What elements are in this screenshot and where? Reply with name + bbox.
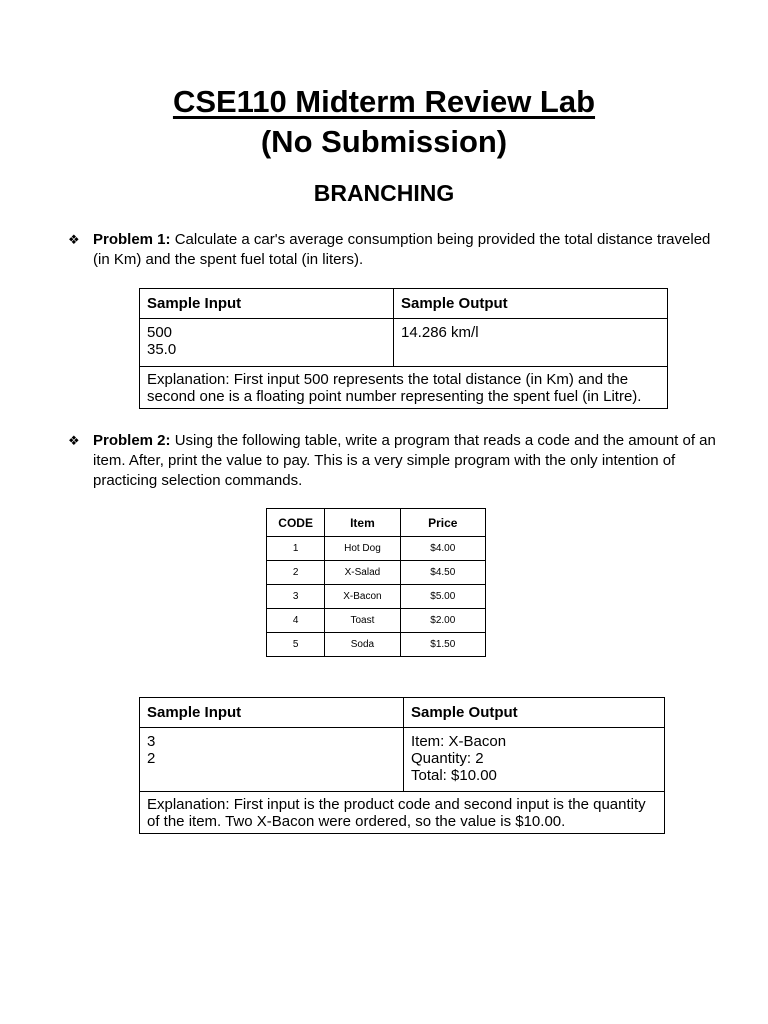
- sample-input-header: Sample Input: [140, 289, 394, 319]
- price-table-item: X-Salad: [325, 561, 400, 585]
- price-table-code: 3: [267, 585, 325, 609]
- sample-explanation: Explanation: First input 500 represents the total distance (in Km) and the second one is a floating point number representing the spent fuel (in Litre).: [140, 367, 668, 409]
- diamond-bullet-icon: ❖: [68, 433, 80, 448]
- document-subtitle: (No Submission): [260, 124, 508, 159]
- sample-explanation-row: [140, 792, 665, 834]
- sample-input-value: 3 2: [140, 728, 404, 792]
- table-row: [267, 585, 486, 609]
- price-table-price: $1.50: [400, 633, 485, 657]
- sample-output-header: Sample Output: [394, 289, 668, 319]
- price-table-item: Hot Dog: [325, 537, 400, 561]
- sample-explanation-row: [140, 367, 668, 409]
- sample-header-row: [140, 698, 665, 728]
- diamond-bullet-icon: ❖: [68, 232, 80, 247]
- price-table-header-row: [267, 509, 486, 537]
- table-row: [267, 633, 486, 657]
- problem-1-sample-table: [139, 288, 668, 409]
- sample-header-row: [140, 289, 668, 319]
- problem-2-label: Problem 2:: [93, 432, 171, 449]
- problem-2-statement: [93, 431, 721, 491]
- sample-output-header: Sample Output: [404, 698, 665, 728]
- problem-2-text: Using the following table, write a program that reads a code and the amount of an item. After, print the value to pay. This is a very simple program with the only intention of practicing selection commands.: [93, 432, 716, 489]
- price-table-code: 1: [267, 537, 325, 561]
- price-table-item: X-Bacon: [325, 585, 400, 609]
- price-table-item: Soda: [325, 633, 400, 657]
- price-table-header-code: CODE: [267, 509, 325, 537]
- price-table-price: $4.00: [400, 537, 485, 561]
- price-table-item: Toast: [325, 609, 400, 633]
- price-table-code: 4: [267, 609, 325, 633]
- table-row: [267, 537, 486, 561]
- sample-data-row: [140, 728, 665, 792]
- price-table-header-item: Item: [325, 509, 400, 537]
- document-title: CSE110 Midterm Review Lab: [172, 84, 596, 119]
- price-table-price: $2.00: [400, 609, 485, 633]
- problem-1-statement: [93, 230, 721, 270]
- sample-output-value: Item: X-Bacon Quantity: 2 Total: $10.00: [404, 728, 665, 792]
- table-row: [267, 609, 486, 633]
- price-table-price: $4.50: [400, 561, 485, 585]
- sample-output-value: 14.286 km/l: [394, 319, 668, 367]
- section-heading: BRANCHING: [313, 180, 455, 206]
- price-table-code: 5: [267, 633, 325, 657]
- sample-explanation: Explanation: First input is the product code and second input is the quantity of the item. Two X-Bacon were ordered, so the value is $10.00.: [140, 792, 665, 834]
- problem-1-label: Problem 1:: [93, 231, 171, 248]
- price-table-code: 2: [267, 561, 325, 585]
- table-row: [267, 561, 486, 585]
- sample-data-row: [140, 319, 668, 367]
- price-table-header-price: Price: [400, 509, 485, 537]
- sample-input-value: 500 35.0: [140, 319, 394, 367]
- problem-2-sample-table: [139, 697, 665, 834]
- price-table: [266, 508, 486, 657]
- price-table-price: $5.00: [400, 585, 485, 609]
- sample-input-header: Sample Input: [140, 698, 404, 728]
- problem-1-text: Calculate a car's average consumption being provided the total distance traveled (in Km) and the spent fuel total (in liters).: [93, 231, 711, 268]
